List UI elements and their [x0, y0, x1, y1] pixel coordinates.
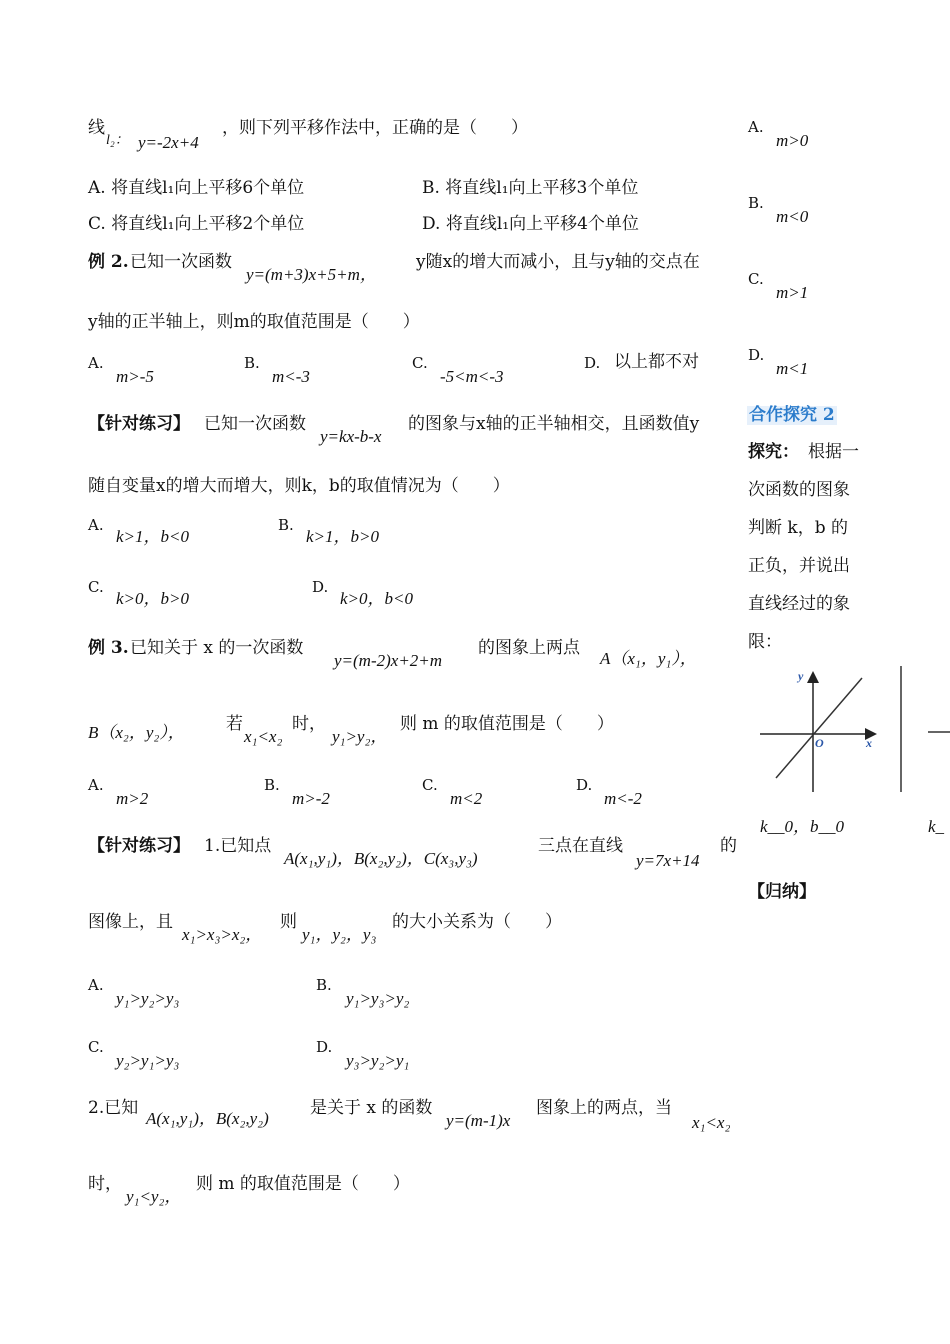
ex3-option-d-tag: D.	[576, 776, 593, 794]
q2-equation: y=(m-1)x	[446, 1111, 511, 1130]
q2-points: A(x₁,y₁)，B(x₂,y₂)	[146, 1109, 269, 1128]
practice2-text4: 图像上，且	[88, 912, 173, 932]
practice1-option-c-tag: C.	[88, 578, 104, 596]
q-top-option-c: C. 将直线l₁向上平移2个单位	[88, 214, 305, 234]
ex2-option-d: 以上都不对	[614, 352, 699, 372]
ex2-option-b: m<-3	[272, 367, 310, 386]
practice2-text6: 的大小关系为（ ）	[392, 912, 562, 932]
side-option-b-tag: B.	[748, 194, 764, 212]
practice2-option-c-tag: C.	[88, 1038, 104, 1056]
ex3-text1: 已知关于 x 的一次函数	[130, 638, 304, 658]
q2-text5: 则 m 的取值范围是（ ）	[196, 1174, 410, 1194]
practice2-vars: y₁，y₂，y₃	[302, 925, 377, 944]
ex3-text2: 的图象上两点	[478, 638, 580, 658]
ex3-option-b-tag: B.	[264, 776, 280, 794]
explore-label: 探究：	[748, 442, 799, 462]
ex2-text3: y轴的正半轴上，则m的取值范围是（ ）	[88, 312, 420, 332]
ex2-option-a-tag: A.	[88, 354, 104, 372]
practice2-option-b: y₁>y₃>y₂	[346, 989, 410, 1008]
practice1-option-a: k>1，b<0	[116, 527, 189, 546]
practice2-option-d: y₃>y₂>y₁	[346, 1051, 410, 1070]
explore-line-5: 直线经过的象	[748, 594, 850, 614]
practice2-text5: 则	[280, 912, 297, 932]
ex3-condition: x₁<x₂	[244, 727, 283, 746]
practice2-option-b-tag: B.	[316, 976, 332, 994]
ex3-option-b: m>-2	[292, 789, 330, 808]
ex2-equation: y=(m+3)x+5+m，	[246, 265, 377, 284]
explore-line-1: 根据一	[808, 442, 859, 462]
practice2-text3: 的	[720, 836, 737, 856]
ex3-label: 例 3.	[88, 638, 129, 658]
q2-text1: 2.已知	[88, 1098, 139, 1118]
side-option-d: m<1	[776, 359, 809, 378]
practice1-text1: 已知一次函数	[204, 414, 306, 434]
ex3-condition2: y₁>y₂，	[332, 727, 388, 746]
side-option-a: m>0	[776, 131, 809, 150]
practice2-text2: 三点在直线	[538, 836, 623, 856]
side-option-d-tag: D.	[748, 346, 765, 364]
ex3-option-a: m>2	[116, 789, 149, 808]
practice1-option-b: k>1，b>0	[306, 527, 379, 546]
ex3-option-a-tag: A.	[88, 776, 104, 794]
ex2-text2: y随x的增大而减小，且与y轴的交点在	[416, 252, 700, 272]
ex2-option-a: m>-5	[116, 367, 154, 386]
practice1-label: 【针对练习】	[88, 414, 190, 434]
q-top-equation: y=-2x+4	[138, 133, 199, 152]
q2-condition2: y₁<y₂，	[126, 1187, 182, 1206]
practice1-option-d-tag: D.	[312, 578, 329, 596]
explore-line-2: 次函数的图象	[748, 480, 850, 500]
q2-text3: 图象上的两点，当	[536, 1098, 672, 1118]
ex3-option-d: m<-2	[604, 789, 642, 808]
practice2-option-c: y₂>y₁>y₃	[116, 1051, 180, 1070]
q-top-line-prefix: 线	[88, 118, 105, 138]
ex3-equation: y=(m-2)x+2+m	[334, 651, 443, 670]
q2-text4: 时，	[88, 1174, 122, 1194]
k-b-blank-2: k_	[928, 817, 945, 836]
origin-label: O	[815, 736, 824, 750]
ex2-option-b-tag: B.	[244, 354, 260, 372]
k-b-blank: k__0，b__0	[760, 817, 845, 836]
summary-heading: 【归纳】	[748, 882, 816, 902]
ex3-text3: 若	[226, 714, 243, 734]
q-top-option-b: B. 将直线l₁向上平移3个单位	[422, 178, 639, 198]
q-top-option-a: A. 将直线l₁向上平移6个单位	[88, 178, 305, 198]
x-axis-label: x	[866, 736, 872, 750]
side-option-c-tag: C.	[748, 270, 764, 288]
practice1-option-a-tag: A.	[88, 516, 104, 534]
ex3-option-c-tag: C.	[422, 776, 438, 794]
line-graph	[756, 666, 950, 796]
practice2-text1: 1.已知点	[204, 836, 272, 856]
practice1-option-c: k>0，b>0	[116, 589, 189, 608]
explore-line-6: 限：	[748, 632, 782, 652]
ex3-point-b: B（x₂，y₂），	[88, 723, 185, 742]
ex3-text4: 时，	[292, 714, 326, 734]
ex2-option-d-tag: D.	[584, 354, 601, 372]
practice1-text3: 随自变量x的增大而增大，则k，b的取值情况为（ ）	[88, 476, 510, 496]
q-top-l2: l₂：	[106, 133, 129, 148]
ex3-option-c: m<2	[450, 789, 483, 808]
practice1-option-b-tag: B.	[278, 516, 294, 534]
practice2-condition: x₁>x₃>x₂，	[182, 925, 263, 944]
practice2-equation: y=7x+14	[636, 851, 700, 870]
ex2-text1: 已知一次函数	[130, 252, 232, 272]
practice2-option-a-tag: A.	[88, 976, 104, 994]
side-option-a-tag: A.	[748, 118, 764, 136]
practice1-equation: y=kx-b-x	[320, 427, 382, 446]
ex2-label: 例 2.	[88, 252, 129, 272]
ex2-option-c-tag: C.	[412, 354, 428, 372]
q-top-option-d: D. 将直线l₁向上平移4个单位	[422, 214, 639, 234]
explore-line-4: 正负，并说出	[748, 556, 850, 576]
practice2-option-a: y₁>y₂>y₃	[116, 989, 180, 1008]
graph-line	[776, 678, 862, 778]
q2-text2: 是关于 x 的函数	[310, 1098, 433, 1118]
practice1-text2: 的图象与x轴的正半轴相交，且函数值y	[408, 414, 700, 434]
practice2-label: 【针对练习】	[88, 836, 190, 856]
ex2-option-c: -5<m<-3	[440, 367, 504, 386]
explore-line-3: 判断 k，b 的	[748, 518, 848, 538]
practice2-option-d-tag: D.	[316, 1038, 333, 1056]
ex3-point-a: A（x₁，y₁），	[600, 649, 697, 668]
practice2-points: A(x₁,y₁)，B(x₂,y₂)，C(x₃,y₃)	[284, 849, 478, 868]
q-top-text: ，则下列平移作法中，正确的是（ ）	[222, 118, 528, 138]
ex3-text5: 则 m 的取值范围是（ ）	[400, 714, 614, 734]
q2-condition: x₁<x₂	[692, 1113, 731, 1132]
y-axis-label: y	[798, 669, 804, 683]
section-heading: 合作探究 2	[749, 405, 835, 425]
side-option-b: m<0	[776, 207, 809, 226]
side-option-c: m>1	[776, 283, 809, 302]
practice1-option-d: k>0，b<0	[340, 589, 413, 608]
